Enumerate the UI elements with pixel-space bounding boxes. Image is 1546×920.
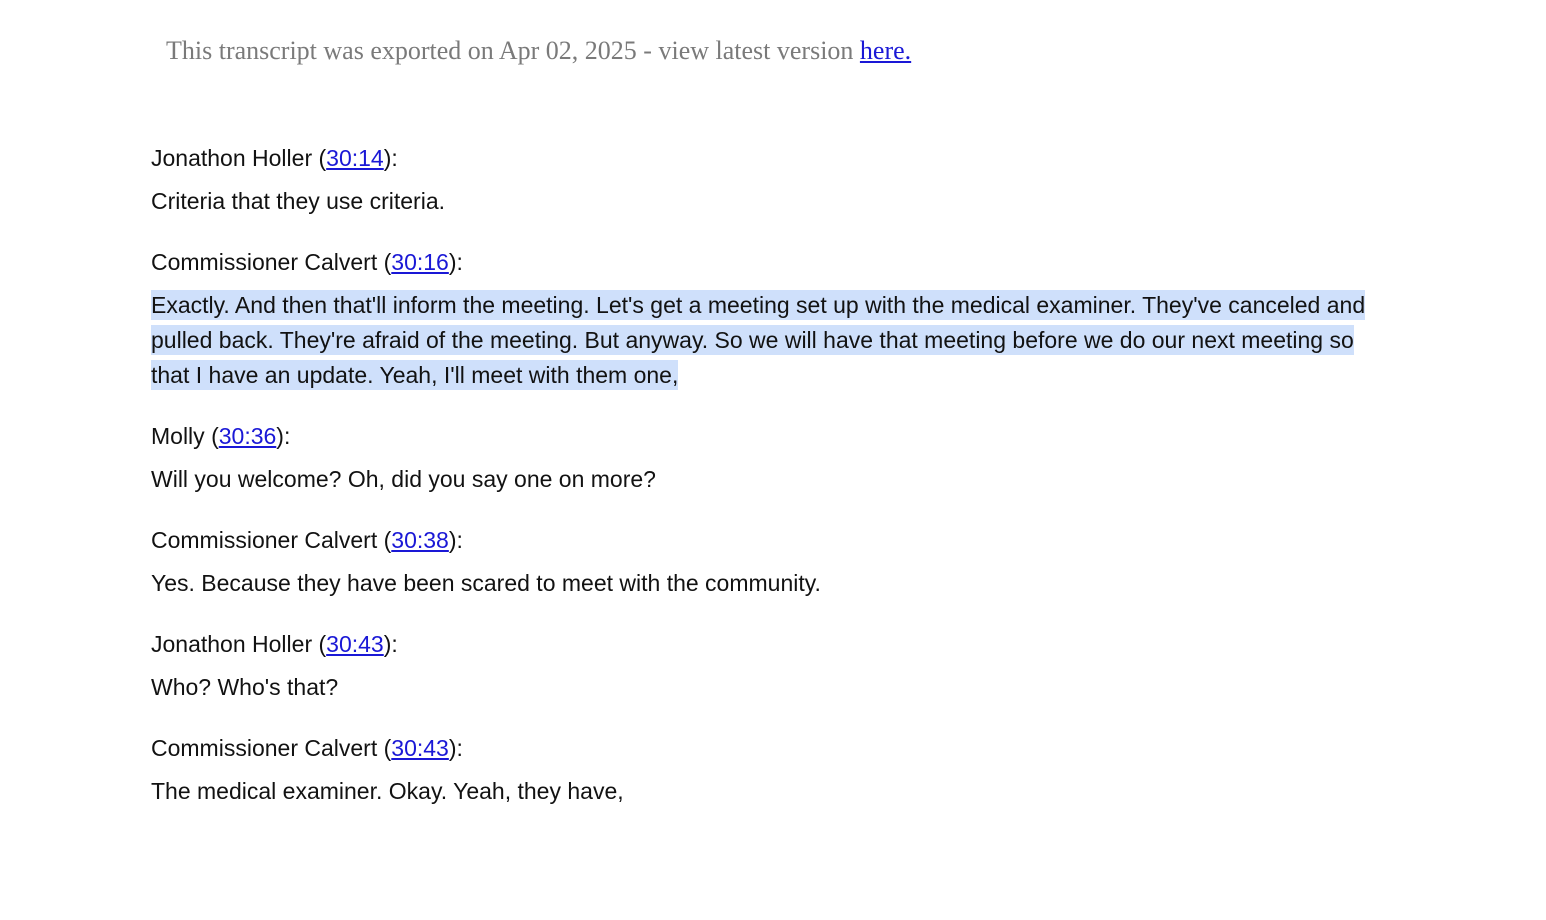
open-paren: ( <box>383 735 392 761</box>
speaker-name: Jonathon Holler <box>151 145 313 171</box>
utterance-text <box>151 774 1381 809</box>
speaker-name: Molly <box>151 423 205 449</box>
close-paren: ): <box>448 735 463 761</box>
speaker-line <box>151 522 1381 558</box>
transcript-entry <box>151 730 1381 809</box>
latest-version-link[interactable]: here. <box>859 36 912 65</box>
timestamp-link[interactable]: 30:14 <box>326 145 384 171</box>
open-paren: ( <box>383 249 392 275</box>
utterance-text <box>151 184 1381 219</box>
close-paren: ): <box>383 145 398 171</box>
speaker-line <box>151 626 1381 662</box>
utterance-text-highlighted <box>151 288 1381 393</box>
transcript-entry <box>151 244 1381 393</box>
timestamp-link[interactable]: 30:36 <box>218 423 277 449</box>
utterance-content: Who? Who's that? <box>151 674 339 700</box>
timestamp-link[interactable]: 30:16 <box>391 249 449 275</box>
close-paren: ): <box>448 527 463 553</box>
utterance-content: Yes. Because they have been scared to meet with the community. <box>151 570 821 596</box>
transcript-entry <box>151 626 1381 705</box>
timestamp-link[interactable]: 30:43 <box>391 735 449 761</box>
timestamp-link[interactable]: 30:43 <box>326 631 384 657</box>
speaker-name: Commissioner Calvert <box>151 735 378 761</box>
transcript-entry <box>151 418 1381 497</box>
utterance-content: Criteria that they use criteria. <box>151 188 446 214</box>
utterance-text <box>151 462 1381 497</box>
speaker-name: Commissioner Calvert <box>151 249 378 275</box>
export-notice <box>166 36 911 66</box>
timestamp-link[interactable]: 30:38 <box>391 527 449 553</box>
transcript-body <box>151 140 1381 809</box>
speaker-name: Commissioner Calvert <box>151 527 378 553</box>
open-paren: ( <box>211 423 219 449</box>
utterance-content: The medical examiner. Okay. Yeah, they have, <box>151 778 624 804</box>
close-paren: ): <box>276 423 291 449</box>
utterance-content: Will you welcome? Oh, did you say one on more? <box>151 466 656 492</box>
open-paren: ( <box>318 631 327 657</box>
utterance-text <box>151 670 1381 705</box>
speaker-line <box>151 140 1381 176</box>
speaker-name: Jonathon Holler <box>151 631 313 657</box>
transcript-entry <box>151 140 1381 219</box>
speaker-line <box>151 244 1381 280</box>
transcript-entry <box>151 522 1381 601</box>
speaker-line <box>151 418 1381 454</box>
export-notice-text: This transcript was exported on Apr 02, 2025 - view latest version <box>166 36 860 65</box>
open-paren: ( <box>318 145 327 171</box>
open-paren: ( <box>383 527 392 553</box>
close-paren: ): <box>448 249 463 275</box>
speaker-line <box>151 730 1381 766</box>
close-paren: ): <box>383 631 398 657</box>
utterance-text <box>151 566 1381 601</box>
utterance-content: Exactly. And then that'll inform the meeting. Let's get a meeting set up with the medical examiner. They've canceled and pulled back. They're afraid of the meeting. But anyway. So we will have that meeting before we do our next meeting so that I have an update. Yeah, I'll meet with them one, <box>151 292 1366 388</box>
